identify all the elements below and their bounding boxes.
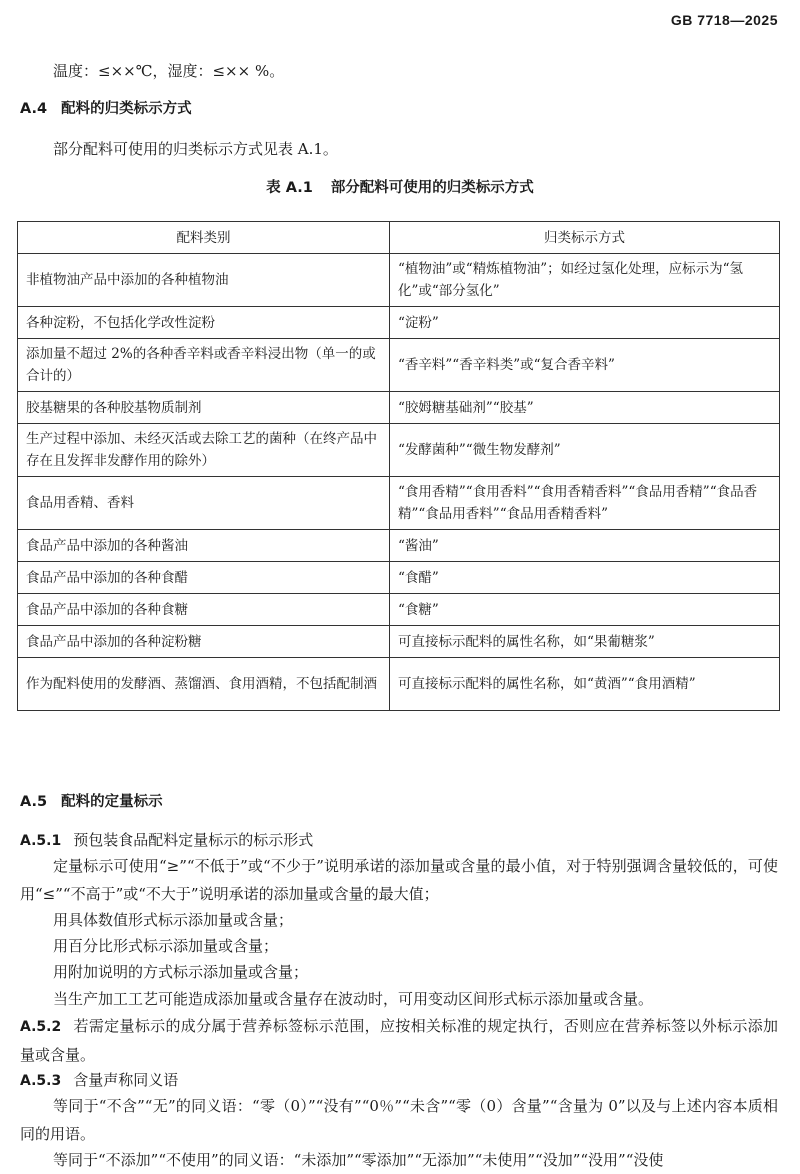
section-a5-number: A.5 [20,794,48,810]
category-cell: 食品产品中添加的各种酱油 [18,530,390,562]
section-a5-title: 配料的定量标示 [61,794,163,810]
table-row [18,530,780,562]
table-row [18,339,780,392]
section-a4-number: A.4 [20,101,48,117]
section-a51-paragraph: 定量标示可使用“≥”“不低于”或“不少于”说明承诺的添加量或含量的最小值，对于特别强调含量较低的，可使用“≤”“不高于”或“不大于”说明承诺的添加量或含量的最大值； [20,857,778,903]
section-a5-heading [20,790,163,814]
table-row [18,626,780,658]
table-row [18,477,780,530]
section-a51-number: A.5.1 [20,833,62,849]
table-header-labeling: 归类标示方式 [390,222,780,254]
labeling-cell: “胶姆糖基础剂”“胶基” [390,392,780,424]
table-a1-title-text: 部分配料可使用的归类标示方式 [330,180,534,196]
section-a51-paragraph: 用百分比形式标示添加量或含量； [53,937,279,955]
labeling-cell: “发酵菌种”“微生物发酵剂” [390,424,780,477]
category-cell: 作为配料使用的发酵酒、蒸馏酒、食用酒精，不包括配制酒 [18,658,390,711]
table-row [18,424,780,477]
section-a51-paragraph: 当生产加工工艺可能造成添加量或含量存在波动时，可用变动区间形式标示添加量或含量。 [53,990,654,1008]
table-a1 [17,221,780,711]
category-cell: 生产过程中添加、未经灭活或去除工艺的菌种（在终产品中存在且发挥非发酵作用的除外） [18,424,390,477]
section-a53-paragraph: 等同于“不添加”“不使用”的同义语：“未添加”“零添加”“无添加”“未使用”“没加”“没用”“没使 [53,1151,664,1169]
section-a51-heading [20,826,778,855]
category-cell: 食品产品中添加的各种食糖 [18,594,390,626]
category-cell: 食品产品中添加的各种淀粉糖 [18,626,390,658]
category-cell: 添加量不超过 2%的各种香辛料或香辛料浸出物（单一的或合计的） [18,339,390,392]
section-a53-heading [20,1066,778,1095]
section-a51-title: 预包装食品配料定量标示的标示形式 [73,831,314,849]
section-a52-number: A.5.2 [20,1019,62,1035]
table-a1-title [0,176,800,200]
section-a53-paragraph: 等同于“不含”“无”的同义语：“零（0）”“没有”“0％”“未含”“零（0）含量”“含量为 0”以及与上述内容本质相同的用语。 [20,1097,778,1143]
table-row [18,658,780,711]
table-row [18,254,780,307]
category-cell: 各种淀粉，不包括化学改性淀粉 [18,307,390,339]
category-cell: 非植物油产品中添加的各种植物油 [18,254,390,307]
labeling-cell: 可直接标示配料的属性名称，如“果葡糖浆” [390,626,780,658]
standard-code: GB 7718—2025 [670,12,778,28]
section-a4-heading [20,97,192,121]
category-cell: 胶基糖果的各种胶基物质制剂 [18,392,390,424]
section-a4-title: 配料的归类标示方式 [61,101,192,117]
labeling-cell: “香辛料”“香辛料类”或“复合香辛料” [390,339,780,392]
section-a4-text: 部分配料可使用的归类标示方式见表 A.1。 [53,140,338,158]
intro-line: 温度：≤××℃，湿度：≤×× %。 [53,62,285,80]
section-a51-paragraph: 用具体数值形式标示添加量或含量； [53,911,294,929]
labeling-cell: “淀粉” [390,307,780,339]
table-a1-number: 表 A.1 [266,180,313,196]
section-a51-paragraph: 用附加说明的方式标示添加量或含量； [53,963,309,981]
table-row [18,392,780,424]
section-a53-number: A.5.3 [20,1073,62,1089]
category-cell: 食品产品中添加的各种食醋 [18,562,390,594]
labeling-cell: “植物油”或“精炼植物油”；如经过氢化处理，应标示为“氢化”或“部分氢化” [390,254,780,307]
labeling-cell: 可直接标示配料的属性名称，如“黄酒”“食用酒精” [390,658,780,711]
labeling-cell: “酱油” [390,530,780,562]
labeling-cell: “食用香精”“食用香料”“食用香精香料”“食品用香精”“食品香精”“食品用香料”“食品用香精香料” [390,477,780,530]
section-a52-text: 若需定量标示的成分属于营养标签标示范围，应按相关标准的规定执行，否则应在营养标签以外标示添加量或含量。 [20,1017,778,1064]
table-row [18,307,780,339]
table-row [18,562,780,594]
category-cell: 食品用香精、香料 [18,477,390,530]
labeling-cell: “食糖” [390,594,780,626]
table-header-row [18,222,780,254]
section-a52-block [20,1012,778,1069]
section-a53-title: 含量声称同义语 [73,1071,179,1089]
labeling-cell: “食醋” [390,562,780,594]
table-header-category: 配料类别 [18,222,390,254]
table-row [18,594,780,626]
